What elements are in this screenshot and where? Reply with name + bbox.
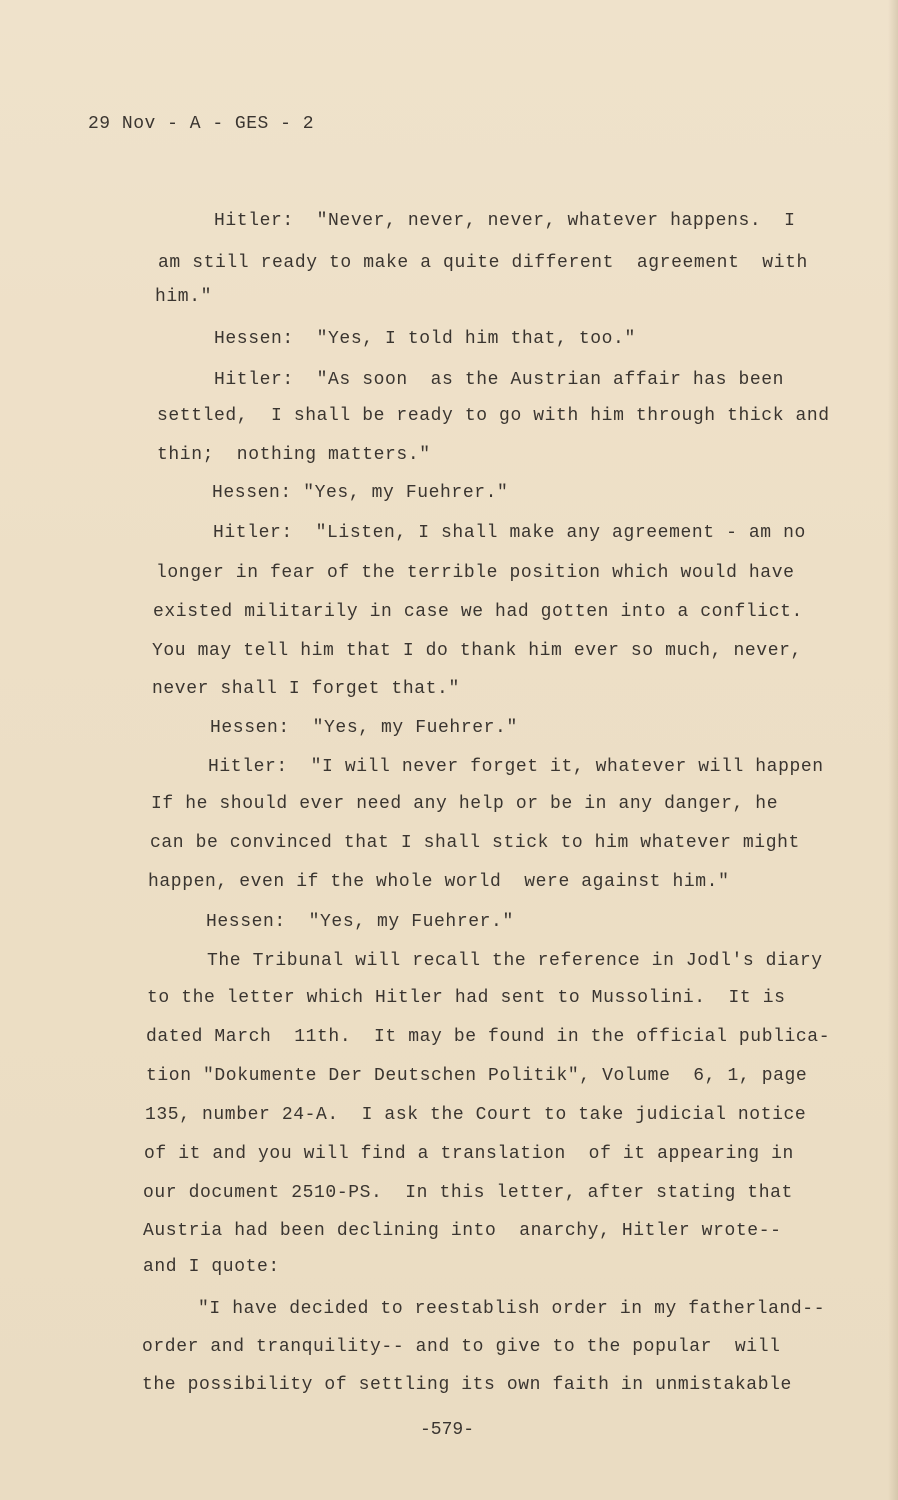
text-line: am still ready to make a quite different agreement with bbox=[158, 253, 808, 273]
text-line: never shall I forget that." bbox=[152, 679, 460, 699]
text-line: him." bbox=[155, 287, 213, 307]
text-line: Hessen: "Yes, I told him that, too." bbox=[214, 329, 636, 349]
text-line: Hitler: "Never, never, never, whatever happens. I bbox=[214, 211, 796, 231]
text-line: The Tribunal will recall the reference in Jodl's diary bbox=[207, 951, 823, 971]
text-line: Hitler: "As soon as the Austrian affair has been bbox=[214, 370, 785, 390]
page-header: 29 Nov - A - GES - 2 bbox=[88, 114, 315, 134]
text-line: dated March 11th. It may be found in the official publica- bbox=[146, 1027, 831, 1047]
text-line: 135, number 24-A. I ask the Court to take judicial notice bbox=[145, 1105, 807, 1125]
text-line: You may tell him that I do thank him ever so much, never, bbox=[152, 641, 802, 661]
text-line: Austria had been declining into anarchy, Hitler wrote-- bbox=[143, 1221, 782, 1241]
text-line: our document 2510-PS. In this letter, after stating that bbox=[143, 1183, 793, 1203]
text-line: longer in fear of the terrible position which would have bbox=[156, 563, 795, 583]
text-line: Hessen: "Yes, my Fuehrer." bbox=[212, 483, 509, 503]
page-number: -579- bbox=[420, 1420, 475, 1440]
text-line: Hessen: "Yes, my Fuehrer." bbox=[210, 718, 518, 738]
text-line: happen, even if the whole world were against him." bbox=[148, 872, 730, 892]
text-line: of it and you will find a translation of it appearing in bbox=[144, 1144, 794, 1164]
text-line: tion "Dokumente Der Deutschen Politik", Volume 6, 1, page bbox=[146, 1066, 808, 1086]
text-line: order and tranquility-- and to give to the popular will bbox=[142, 1337, 781, 1357]
text-line: and I quote: bbox=[143, 1257, 280, 1277]
text-line: thin; nothing matters." bbox=[157, 445, 431, 465]
text-line: existed militarily in case we had gotten into a conflict. bbox=[153, 602, 803, 622]
text-line: can be convinced that I shall stick to him whatever might bbox=[150, 833, 800, 853]
text-line: Hitler: "I will never forget it, whatever will happen bbox=[208, 757, 824, 777]
text-line: the possibility of settling its own faith in unmistakable bbox=[142, 1375, 792, 1395]
text-line: Hessen: "Yes, my Fuehrer." bbox=[206, 912, 514, 932]
text-line: If he should ever need any help or be in any danger, he bbox=[151, 794, 779, 814]
text-line: settled, I shall be ready to go with him through thick and bbox=[157, 406, 830, 426]
text-line: to the letter which Hitler had sent to Mussolini. It is bbox=[147, 988, 786, 1008]
text-line: "I have decided to reestablish order in my fatherland-- bbox=[198, 1299, 826, 1319]
text-line: Hitler: "Listen, I shall make any agreement - am no bbox=[213, 523, 806, 543]
